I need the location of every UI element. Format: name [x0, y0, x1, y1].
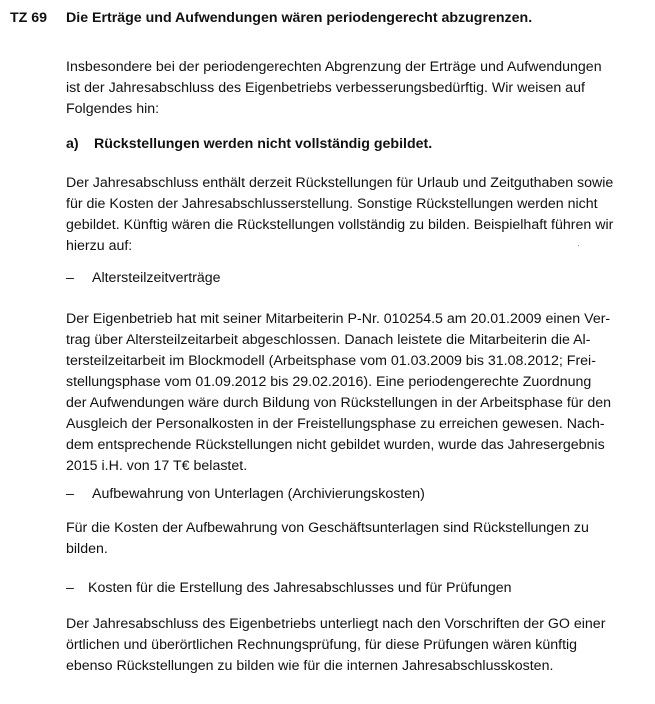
text-line: ebenso Rückstellungen zu bilden wie für die internen Jahresabschlusskosten.	[66, 658, 554, 674]
text-line: Der Jahresabschluss enthält derzeit Rückstellungen für Urlaub und Zeitguthaben sowie	[66, 175, 614, 191]
text-line: Insbesondere bei der periodengerechten Abgrenzung der Erträge und Aufwendungen	[66, 59, 602, 75]
text-line: Der Eigenbetrieb hat mit seiner Mitarbeiterin P-Nr. 010254.5 am 20.01.2009 einen Ver-	[66, 311, 611, 327]
text-line: Ausgleich der Personalkosten in der Freistellungsphase zu erreichen gewesen. Nach-	[66, 416, 605, 432]
text-line: hierzu auf:	[66, 238, 133, 254]
aufbewahrung-paragraph	[66, 518, 622, 560]
bullet-dash: –	[66, 486, 74, 502]
scan-speck	[578, 245, 579, 246]
text-line: Folgendes hin:	[66, 101, 160, 117]
text-line: trag über Altersteilzeitarbeit abgeschlossen. Danach leistete die Mitarbeiterin die Al-	[66, 332, 591, 348]
section-title: Die Erträge und Aufwendungen wären periodengerecht abzugrenzen.	[66, 10, 533, 26]
text-line: tersteilzeitarbeit im Blockmodell (Arbeitsphase vom 01.03.2009 bis 31.08.2012; Frei-	[66, 353, 596, 369]
text-line: örtlichen und überörtlichen Rechnungsprüfung, für diese Prüfungen wären künftig	[66, 637, 578, 653]
provisions-paragraph	[66, 173, 622, 257]
section-number: TZ 69	[10, 10, 48, 26]
pruefungskosten-paragraph	[66, 614, 622, 677]
text-line: Der Jahresabschluss des Eigenbetriebs unterliegt nach den Vorschriften der GO einer	[66, 616, 606, 632]
altersteilzeit-paragraph	[66, 309, 622, 477]
bullet-label-altersteilzeit: Altersteilzeitverträge	[92, 270, 221, 286]
bullet-dash: –	[66, 270, 74, 286]
text-line: ist der Jahresabschluss des Eigenbetriebs verbesserungsbedürftig. Wir weisen auf	[66, 80, 585, 96]
subsection-letter: a)	[66, 136, 79, 152]
bullet-dash: –	[66, 580, 74, 596]
text-line: dem entsprechende Rückstellungen nicht gebildet wurden, wurde das Jahresergebnis	[66, 437, 605, 453]
text-line: gebildet. Künftig wären die Rückstellungen vollständig zu bilden. Beispielhaft führen wir	[66, 217, 614, 233]
text-line: für die Kosten der Jahresabschlusserstellung. Sonstige Rückstellungen werden nicht	[66, 196, 598, 212]
bullet-label-aufbewahrung: Aufbewahrung von Unterlagen (Archivierungskosten)	[92, 486, 425, 502]
text-line: der Aufwendungen wäre durch Bildung von Rückstellungen in der Arbeitsphase für den	[66, 395, 611, 411]
bullet-label-pruefungskosten: Kosten für die Erstellung des Jahresabschlusses und für Prüfungen	[88, 580, 512, 596]
subsection-title: Rückstellungen werden nicht vollständig gebildet.	[94, 136, 433, 152]
intro-paragraph	[66, 57, 622, 120]
text-line: 2015 i.H. von 17 T€ belastet.	[66, 458, 248, 474]
text-line: Für die Kosten der Aufbewahrung von Geschäftsunterlagen sind Rückstellungen zu	[66, 520, 589, 536]
text-line: bilden.	[66, 541, 108, 557]
text-line: stellungsphase vom 01.09.2012 bis 29.02.2016). Eine periodengerechte Zuordnung	[66, 374, 592, 390]
